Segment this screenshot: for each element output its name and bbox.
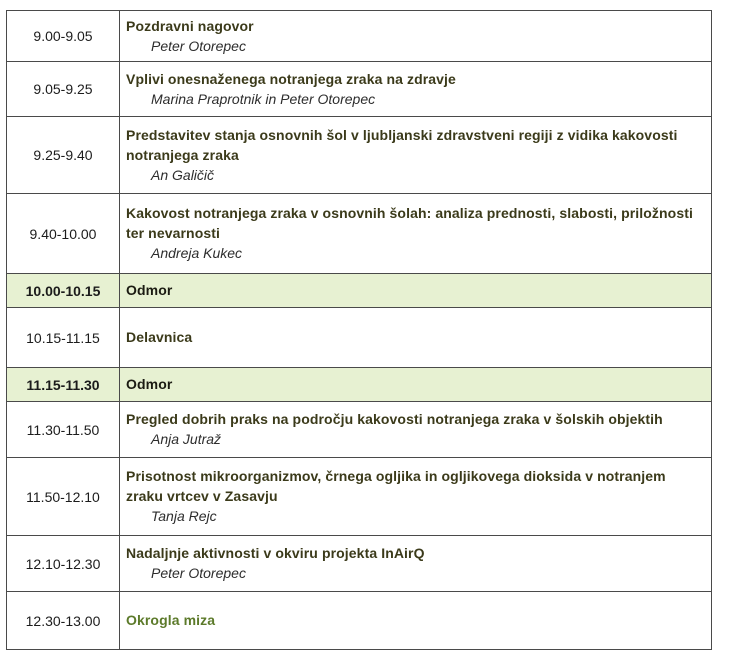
session-speaker: Marina Praprotnik in Peter Otorepec [151, 90, 376, 107]
session-title: Prisotnost mikroorganizmov, črnega ogljika in ogljikovega dioksida v notranjem zraku vrtcev v Zasavju [126, 468, 666, 504]
session-cell [120, 458, 712, 536]
session-cell [120, 117, 712, 194]
session-speaker: Peter Otorepec [151, 37, 246, 54]
schedule-row [7, 536, 712, 592]
session-title: Predstavitev stanja osnovnih šol v ljubljanski zdravstveni regiji z vidika kakovosti notranjega zraka [126, 126, 678, 163]
session-title: Nadaljnje aktivnosti v okviru projekta InAirQ [126, 545, 425, 561]
time-slot: 9.40-10.00 [7, 194, 120, 274]
session-cell [120, 194, 712, 274]
schedule-row-break [7, 274, 712, 308]
schedule-row [7, 194, 712, 274]
session-cell [120, 62, 712, 117]
roundtable-title: Okrogla miza [126, 612, 216, 628]
schedule-row [7, 11, 712, 62]
time-slot: 12.10-12.30 [7, 536, 120, 592]
session-cell [120, 402, 712, 458]
time-slot: 9.25-9.40 [7, 117, 120, 194]
time-slot: 10.15-11.15 [7, 308, 120, 368]
session-cell [120, 11, 712, 62]
session-speaker: Peter Otorepec [151, 565, 246, 581]
time-slot: 11.30-11.50 [7, 402, 120, 458]
schedule-row [7, 308, 712, 368]
time-slot: 9.05-9.25 [7, 62, 120, 117]
session-speaker: Tanja Rejc [151, 508, 217, 524]
time-slot: 11.50-12.10 [7, 458, 120, 536]
session-title: Delavnica [126, 329, 193, 345]
schedule-row-break [7, 368, 712, 402]
session-cell [120, 274, 712, 308]
session-title: Pozdravni nagovor [126, 17, 254, 34]
session-cell [120, 592, 712, 650]
session-title: Pregled dobrih praks na področju kakovosti notranjega zraka v šolskih objektih [126, 411, 663, 427]
program-schedule-table [6, 10, 712, 650]
break-title: Odmor [126, 282, 173, 298]
schedule-row [7, 117, 712, 194]
session-cell [120, 536, 712, 592]
session-speaker: Andreja Kukec [151, 245, 243, 261]
session-title: Vplivi onesnaženega notranjega zraka na zdravje [126, 70, 456, 87]
session-speaker: An Galičič [151, 166, 215, 183]
session-cell [120, 368, 712, 402]
schedule-row [7, 592, 712, 650]
time-slot: 11.15-11.30 [7, 368, 120, 402]
time-slot: 9.00-9.05 [7, 11, 120, 62]
schedule-row [7, 458, 712, 536]
time-slot: 12.30-13.00 [7, 592, 120, 650]
schedule-row [7, 402, 712, 458]
session-cell [120, 308, 712, 368]
time-slot: 10.00-10.15 [7, 274, 120, 308]
session-title: Kakovost notranjega zraka v osnovnih šolah: analiza prednosti, slabosti, priložnosti ter nevarnosti [126, 205, 693, 241]
break-title: Odmor [126, 376, 173, 392]
schedule-row [7, 62, 712, 117]
session-speaker: Anja Jutraž [151, 431, 222, 447]
